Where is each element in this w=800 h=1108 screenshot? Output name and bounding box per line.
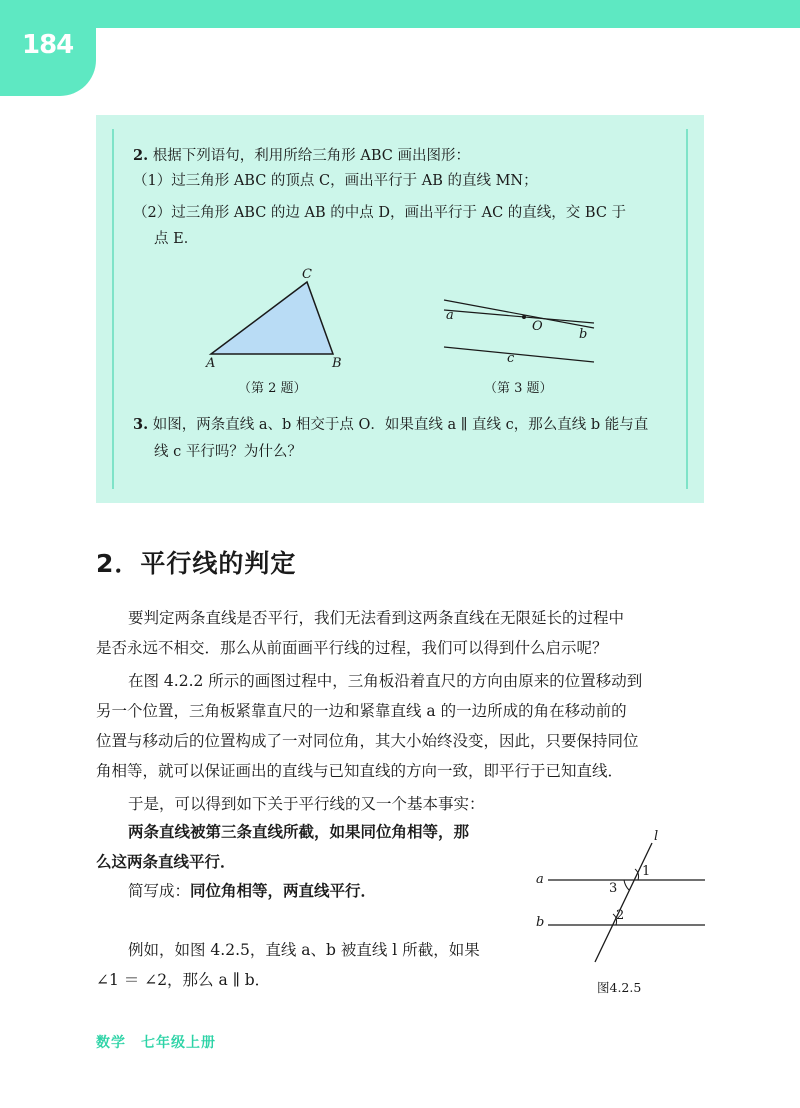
question-3-line2: 线 c 平行吗？为什么？: [154, 444, 302, 460]
label-a: A: [206, 356, 216, 371]
question-3-line1: 如图，两条直线 a、b 相交于点 O．如果直线 a ∥ 直线 c，那么直线 b 能与直: [152, 417, 649, 433]
label-b: B: [332, 356, 342, 371]
label-line-a: a: [446, 308, 454, 323]
label-c: C: [302, 267, 312, 282]
fact-line1: 两条直线被第三条直线所截，如果同位角相等，那: [128, 823, 470, 841]
fig-label-angle-1: 1: [642, 864, 651, 879]
short-form-prefix: 简写成：: [128, 882, 191, 900]
example-line1: 例如，如图 4.2.5，直线 a、b 被直线 l 所截，如果: [128, 941, 480, 959]
paragraph-3: 于是，可以得到如下关于平行线的又一个基本事实：: [128, 795, 485, 813]
paragraph-2-line1: 在图 4.2.2 所示的画图过程中，三角板沿着直尺的方向由原来的位置移动到: [128, 672, 643, 690]
question-2-sub2-line1: （2）过三角形 ABC 的边 AB 的中点 D，画出平行于 AC 的直线，交 BC 于: [133, 205, 627, 221]
fig-label-angle-2: 2: [616, 908, 625, 923]
fig-label-a: a: [536, 872, 544, 887]
question-2-sub2-line2: 点 E．: [154, 231, 199, 247]
book-title-footer: 数学 七年级上册: [96, 1035, 216, 1051]
paragraph-1-line2: 是否永远不相交．那么从前面画平行线的过程，我们可以得到什么启示呢？: [96, 639, 608, 657]
page-number: 184: [22, 30, 74, 60]
section-title: 2．平行线的判定: [96, 549, 297, 578]
short-form-text: 同位角相等，两直线平行．: [190, 882, 377, 900]
question-2-text: 根据下列语句，利用所给三角形 ABC 画出图形：: [152, 148, 470, 164]
question-2-sub1: （1）过三角形 ABC 的顶点 C，画出平行于 AB 的直线 MN；: [133, 173, 538, 189]
label-point-o: O: [532, 319, 543, 334]
angle-3-arc: [624, 880, 629, 890]
paragraph-2-line2: 另一个位置，三角板紧靠直尺的一边和紧靠直线 a 的一边所成的角在移动前的: [96, 702, 627, 720]
fig-label-angle-3: 3: [609, 881, 618, 896]
figure-4-2-5-caption: 图4.2.5: [597, 980, 642, 995]
example-line2: ∠1 ＝ ∠2，那么 a ∥ b．: [96, 971, 271, 989]
figure-2-caption: （第 2 题）: [238, 381, 307, 396]
figure-3-caption: （第 3 题）: [484, 381, 553, 396]
question-3-number: 3.: [133, 416, 149, 433]
question-2-number: 2.: [133, 147, 149, 164]
paragraph-1-line1: 要判定两条直线是否平行，我们无法看到这两条直线在无限延长的过程中: [128, 609, 625, 627]
fig-label-l: l: [654, 829, 659, 844]
fig-line-l: [595, 843, 652, 962]
paragraph-2-line4: 角相等，就可以保证画出的直线与已知直线的方向一致，即平行于已知直线．: [96, 762, 624, 780]
label-line-c: c: [507, 351, 515, 366]
fact-line2: 么这两条直线平行．: [96, 853, 236, 871]
fig-label-b: b: [536, 915, 545, 930]
label-line-b: b: [579, 327, 588, 342]
paragraph-2-line3: 位置与移动后的位置构成了一对同位角，其大小始终没变，因此，只要保持同位: [96, 732, 639, 750]
